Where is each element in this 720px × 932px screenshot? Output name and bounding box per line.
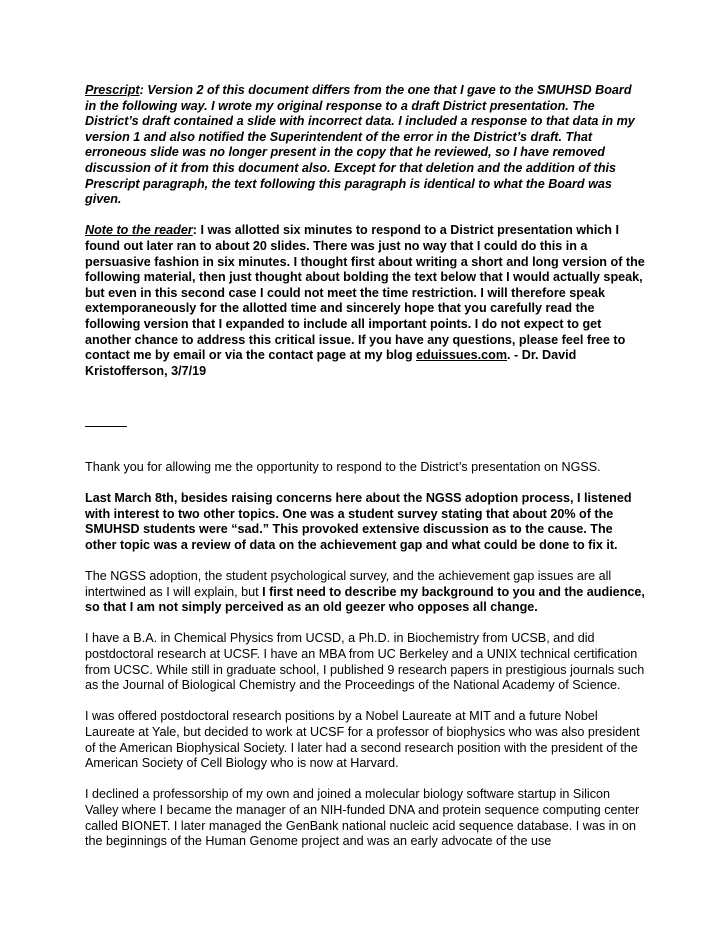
signature: . - Dr. David Kristofferson, 3/7/19 [85, 348, 577, 378]
career-paragraph: I declined a professorship of my own and joined a molecular biology software startup in Silicon Valley where I became the manager of an NIH-funded DNA and protein sequence computing center called BIONET. I later managed the GenBank national nucleic acid sequence database. I was in on the beginnings of the Human Genome project and was an early advocate of the use [85, 787, 640, 849]
intertwined-bold-text: I first need to describe my background to you and the audience, so that I am not simply perceived as an old geezer who opposes all change. [85, 584, 645, 615]
note-paragraph [85, 223, 645, 379]
note-text: : I was allotted six minutes to respond to a District presentation which I found out later ran to about 20 slides. There was just no way that I could do this in a persuasive fashion in six minutes. I thought first about writing a short and long version of the following material, then just thought about bolding the text below that I would actually speak, but even in this second case I could not meet the time restriction. I will therefore speak extemporaneously for the allotted time and sincerely hope that you carefully read the following version that I expanded to include all important points. I do not expect to get another chance to address this critical issue. If you have any questions, please feel free to contact me by email or via the contact page at my blog [85, 223, 645, 363]
prescript-label: Prescript [85, 83, 140, 97]
postdoc-paragraph: I was offered postdoctoral research positions by a Nobel Laureate at MIT and a future Nobel Laureate at Yale, but decided to work at UCSF for a professor of biophysics who was also president of the American Biophysical Society. I later had a second research position with the president of the American Society of Cell Biology who is now at Harvard. [85, 709, 640, 771]
intertwined-text: The NGSS adoption, the student psychological survey, and the achievement gap issues are all intertwined as I will explain, but [85, 569, 612, 599]
prescript-text: : Version 2 of this document differs from the one that I gave to the SMUHSD Board in the following way. I wrote my original response to a draft District presentation. The District’s draft contained a slide with incorrect data. I included a response to that data in my version 1 and also notified the Superintendent of the error in the District’s draft. That erroneous slide was no longer present in the copy that he reviewed, so I have removed discussion of it from this document also. Except for that deletion and the addition of this Prescript paragraph, the text following this paragraph is identical to what the Board was given. [85, 83, 635, 207]
document-page [85, 83, 645, 865]
prescript-paragraph [85, 83, 645, 208]
intertwined-paragraph [85, 569, 645, 616]
thank-you-paragraph: Thank you for allowing me the opportunity to respond to the District’s presentation on NGSS. [85, 459, 601, 474]
education-paragraph: I have a B.A. in Chemical Physics from UCSD, a Ph.D. in Biochemistry from UCSB, and did postdoctoral research at UCSF. I have an MBA from UC Berkeley and a UNIX technical certification from UCSC. While still in graduate school, I published 9 research papers in prestigious journals such as the Journal of Biological Chemistry and the Proceedings of the National Academy of Science. [85, 631, 645, 693]
last-march-paragraph: Last March 8th, besides raising concerns here about the NGSS adoption process, I listened with interest to two other topics. One was a student survey stating that about 20% of the SMUHSD students were “sad.” This provoked extensive discussion as to the cause. The other topic was a review of data on the achievement gap and what could be done to fix it. [85, 491, 632, 552]
separator-line [85, 426, 127, 427]
note-label: Note to the reader [85, 223, 193, 238]
blog-link[interactable]: eduissues.com [416, 348, 508, 363]
